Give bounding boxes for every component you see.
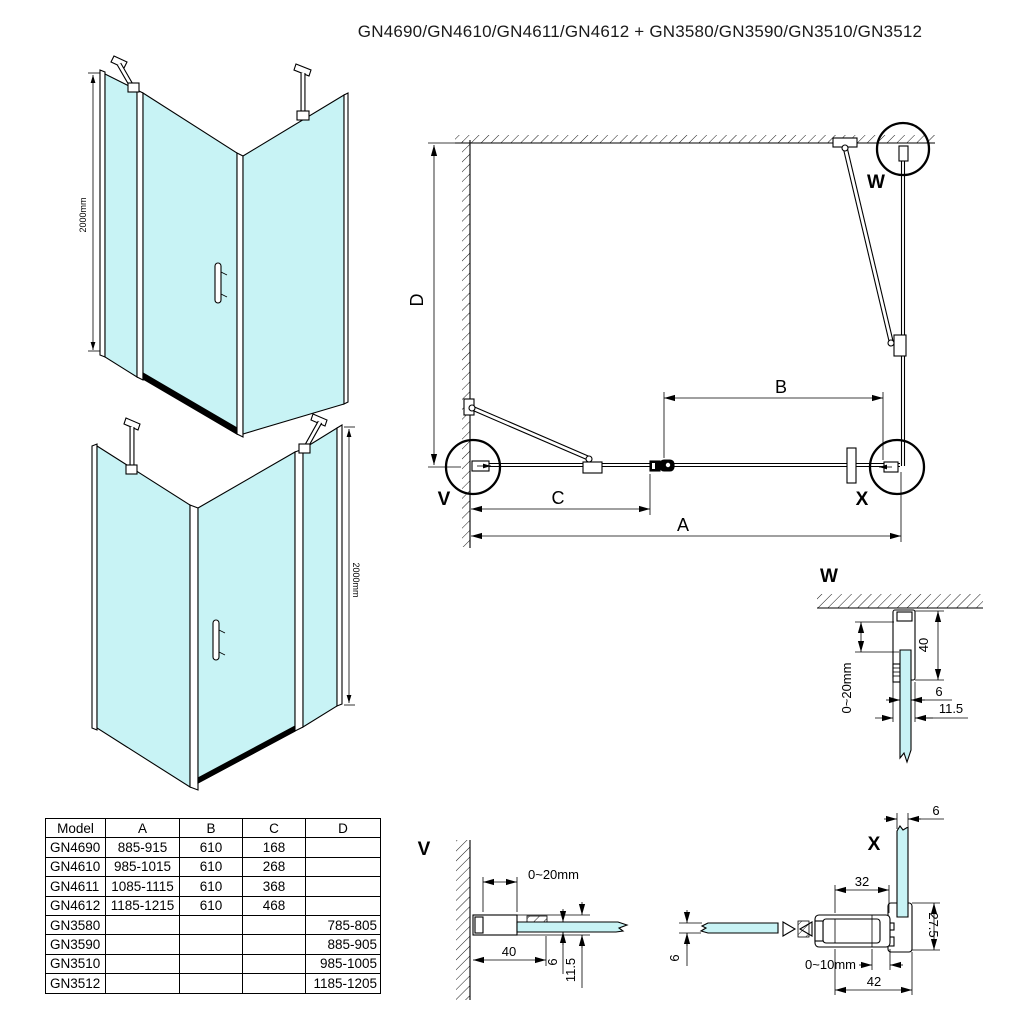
door-handle bbox=[213, 620, 219, 660]
a-cell bbox=[106, 974, 180, 993]
depth-label: 40 bbox=[501, 944, 517, 959]
c-cell: 268 bbox=[243, 857, 306, 876]
panel-top-profile bbox=[899, 146, 908, 161]
glass-panel bbox=[517, 922, 627, 932]
glass-panel bbox=[900, 650, 911, 762]
dimension-depth bbox=[473, 936, 546, 966]
c-cell bbox=[243, 954, 306, 973]
d-cell bbox=[306, 896, 381, 915]
col-header-c: C bbox=[243, 819, 306, 838]
clamp bbox=[527, 916, 547, 922]
dim-d-label: D bbox=[407, 293, 427, 307]
model-cell: GN4612 bbox=[46, 896, 106, 915]
model-cell: GN4610 bbox=[46, 857, 106, 876]
a-cell: 1085-1115 bbox=[106, 877, 180, 896]
detail-x-title: X bbox=[867, 834, 881, 855]
table-row bbox=[46, 857, 381, 876]
glass-top-label: 6 bbox=[932, 803, 940, 818]
a-cell bbox=[106, 935, 180, 954]
plan-view bbox=[407, 123, 935, 548]
adjust-label: 0~20mm bbox=[528, 867, 579, 882]
inner-width-label: 32 bbox=[854, 874, 870, 889]
col-header-d: D bbox=[306, 819, 381, 838]
a-cell: 985-1015 bbox=[106, 857, 180, 876]
door-handle-top-view bbox=[847, 448, 856, 483]
dim-a-label: A bbox=[676, 515, 690, 535]
table-row bbox=[46, 838, 381, 857]
dimension-profile-height bbox=[912, 903, 941, 950]
detail-ref-v: V bbox=[437, 489, 451, 510]
page-title: GN4690/GN4610/GN4611/GN4612 + GN3580/GN3590/GN3510/GN3512 bbox=[357, 22, 923, 41]
b-cell: 610 bbox=[180, 857, 243, 876]
col-header-b: B bbox=[180, 819, 243, 838]
detail-ref-w: W bbox=[867, 172, 885, 193]
corner-post bbox=[237, 153, 243, 437]
fixed-glass-panel bbox=[105, 74, 137, 377]
detail-w-title: W bbox=[820, 566, 838, 587]
door-handle bbox=[215, 263, 221, 303]
model-cell: GN3590 bbox=[46, 935, 106, 954]
magnetic-seal bbox=[783, 921, 812, 937]
c-cell bbox=[243, 915, 306, 934]
side-frame bbox=[92, 444, 97, 730]
wall-profile bbox=[337, 425, 342, 706]
d-cell bbox=[306, 838, 381, 857]
size-table bbox=[45, 818, 381, 994]
fixed-glass-panel bbox=[303, 428, 337, 727]
support-bar-top-right bbox=[833, 138, 906, 356]
wall-hatch-top bbox=[455, 135, 935, 143]
table-row bbox=[46, 954, 381, 973]
iso-view-back bbox=[92, 414, 361, 790]
glass-label: 6 bbox=[935, 684, 943, 699]
height-dimension bbox=[78, 73, 103, 351]
a-cell: 885-915 bbox=[106, 838, 180, 857]
a-cell: 1185-1215 bbox=[106, 896, 180, 915]
depth-label: 40 bbox=[916, 637, 931, 653]
profile-width-label: 42 bbox=[866, 974, 882, 989]
hinge-post bbox=[295, 449, 303, 731]
dimension-d bbox=[407, 143, 461, 467]
dimension-profile bbox=[517, 902, 590, 988]
glass-side-label: 6 bbox=[667, 954, 682, 962]
d-cell bbox=[306, 877, 381, 896]
d-cell bbox=[306, 857, 381, 876]
c-cell: 468 bbox=[243, 896, 306, 915]
height-label: 2000mm bbox=[351, 562, 361, 598]
dimension-a bbox=[471, 472, 901, 542]
side-glass-panel bbox=[897, 826, 908, 917]
adjust-label: 0~10mm bbox=[805, 957, 856, 972]
d-cell: 885-905 bbox=[306, 935, 381, 954]
iso-view-front bbox=[78, 56, 348, 437]
table-row bbox=[46, 974, 381, 993]
table-row bbox=[46, 935, 381, 954]
side-glass-panel bbox=[97, 446, 190, 787]
support-bar-right bbox=[294, 64, 311, 120]
b-cell bbox=[180, 974, 243, 993]
dim-b-label: B bbox=[774, 377, 788, 397]
detail-v bbox=[418, 839, 627, 1000]
b-cell: 610 bbox=[180, 896, 243, 915]
dimension-profile-width bbox=[835, 949, 912, 995]
detail-ref-x: X bbox=[855, 489, 869, 510]
wall-profile-end bbox=[472, 461, 491, 471]
detail-v-title: V bbox=[417, 839, 431, 860]
a-cell bbox=[106, 954, 180, 973]
c-cell bbox=[243, 935, 306, 954]
dimension-glass bbox=[545, 909, 563, 974]
detail-w bbox=[817, 566, 983, 762]
b-cell bbox=[180, 935, 243, 954]
dimension-glass-side bbox=[667, 910, 702, 966]
wall-hatch-left bbox=[462, 141, 470, 547]
d-cell: 785-805 bbox=[306, 915, 381, 934]
b-cell: 610 bbox=[180, 877, 243, 896]
b-cell: 610 bbox=[180, 838, 243, 857]
model-cell: GN3512 bbox=[46, 974, 106, 993]
detail-x bbox=[667, 803, 944, 995]
dimension-depth bbox=[915, 611, 944, 680]
dimension-inner-width bbox=[835, 874, 889, 913]
door-hinge bbox=[650, 460, 674, 471]
table-row bbox=[46, 877, 381, 896]
wall-hatch bbox=[456, 840, 470, 1000]
model-cell: GN3510 bbox=[46, 954, 106, 973]
dimension-glass bbox=[886, 684, 952, 700]
hinge-post bbox=[137, 90, 143, 380]
side-glass-panel bbox=[243, 95, 344, 434]
dimension-adjust bbox=[483, 867, 579, 912]
profile-height-label: 27.5 bbox=[926, 912, 941, 938]
wall-hatch bbox=[817, 594, 983, 608]
wall-profile bbox=[100, 70, 105, 357]
a-cell bbox=[106, 915, 180, 934]
dimension-glass-top bbox=[884, 803, 944, 829]
d-cell: 1185-1205 bbox=[306, 974, 381, 993]
corner-post bbox=[190, 505, 198, 790]
col-header-model: Model bbox=[46, 819, 106, 838]
height-label: 2000mm bbox=[78, 197, 88, 233]
b-cell bbox=[180, 954, 243, 973]
profile-label: 11.5 bbox=[563, 957, 578, 983]
d-cell: 985-1005 bbox=[306, 954, 381, 973]
col-header-a: A bbox=[106, 819, 180, 838]
glass-label: 6 bbox=[545, 958, 560, 966]
dimension-adjust bbox=[805, 949, 903, 972]
table-row bbox=[46, 896, 381, 915]
c-cell bbox=[243, 974, 306, 993]
b-cell bbox=[180, 915, 243, 934]
c-cell: 368 bbox=[243, 877, 306, 896]
c-cell: 168 bbox=[243, 838, 306, 857]
side-frame bbox=[344, 93, 348, 404]
height-dimension bbox=[344, 427, 361, 705]
support-bar-left bbox=[124, 418, 140, 474]
clamp bbox=[893, 664, 900, 682]
dim-c-label: C bbox=[551, 488, 565, 508]
model-cell: GN4611 bbox=[46, 877, 106, 896]
model-cell: GN4690 bbox=[46, 838, 106, 857]
table-row bbox=[46, 915, 381, 934]
table-header-row bbox=[46, 819, 381, 838]
profile-label: 11.5 bbox=[938, 701, 964, 716]
model-cell: GN3580 bbox=[46, 915, 106, 934]
door-glass-panel bbox=[701, 923, 778, 933]
adjust-label: 0~20mm bbox=[839, 662, 854, 714]
dimension-profile bbox=[875, 682, 968, 722]
